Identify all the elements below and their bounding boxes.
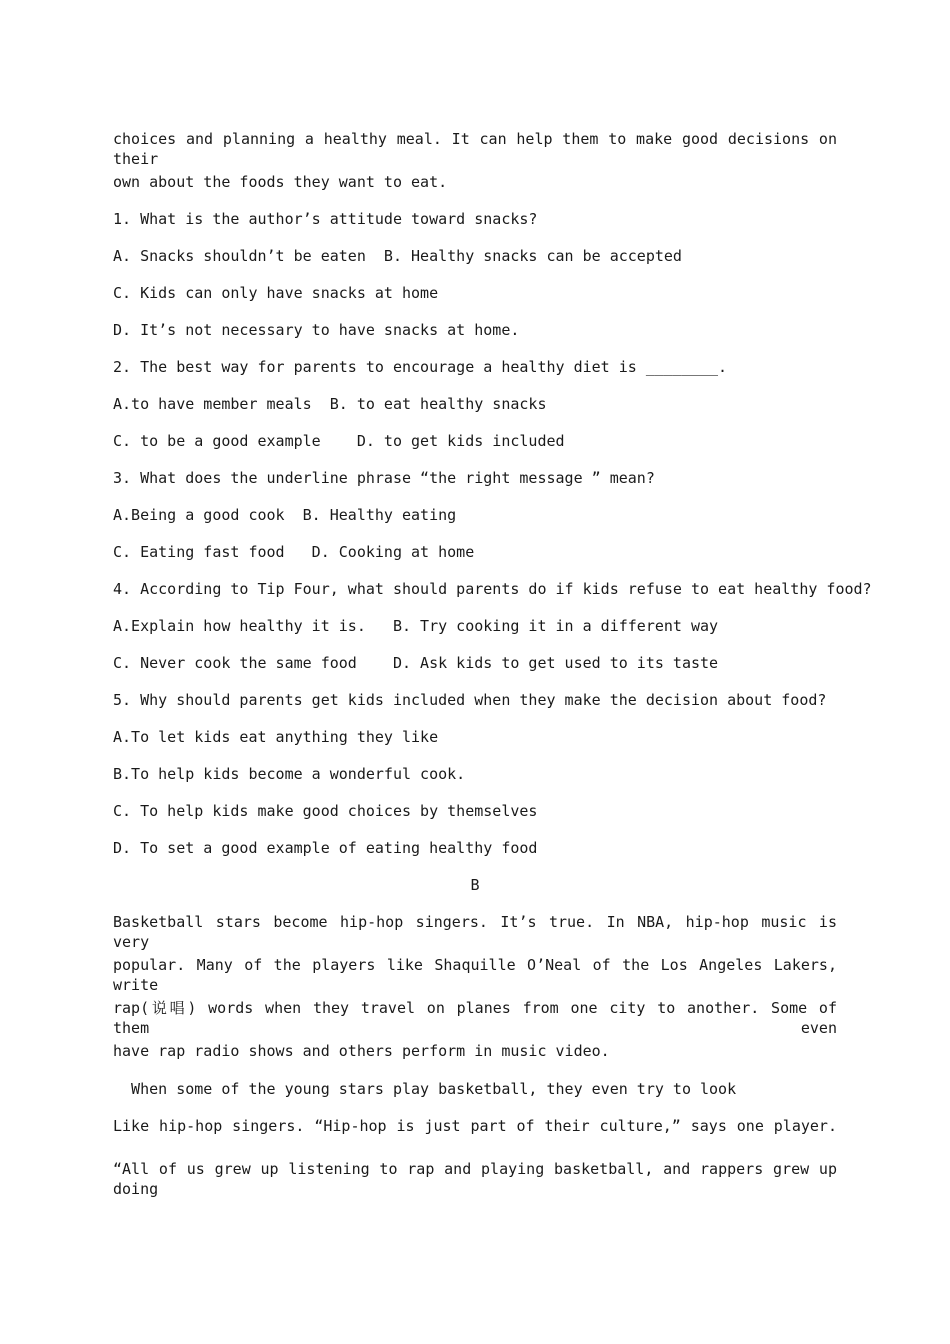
passage-line: popular. Many of the players like Shaquille O’Neal of the Los Angeles Lakers, write	[113, 956, 837, 994]
passage-line: have rap radio shows and others perform in music video.	[113, 1042, 610, 1060]
question-2-option-line: C. to be a good example D. to get kids included	[113, 432, 565, 450]
question-5-option-line: D. To set a good example of eating healthy food	[113, 839, 538, 857]
intro-line-2: own about the foods they want to eat.	[113, 173, 448, 191]
intro-line-1: choices and planning a healthy meal. It can help them to make good decisions on their	[113, 130, 837, 168]
question-2-stem: 2. The best way for parents to encourage a healthy diet is ________.	[113, 358, 728, 376]
passage-line: When some of the young stars play basketball, they even try to look	[113, 1080, 737, 1098]
passage-line: “All of us grew up listening to rap and playing basketball, and rappers grew up doing	[113, 1160, 837, 1198]
question-4-option-line: A.Explain how healthy it is. B. Try cooking it in a different way	[113, 617, 719, 635]
question-5-stem: 5. Why should parents get kids included when they make the decision about food?	[113, 691, 827, 709]
passage-line: Basketball stars become hip-hop singers. It’s true. In NBA, hip-hop music is very	[113, 913, 837, 951]
question-3-stem: 3. What does the underline phrase “the right message ” mean?	[113, 469, 655, 487]
question-5-option-line: B.To help kids become a wonderful cook.	[113, 765, 466, 783]
question-1-option-line: A. Snacks shouldn’t be eaten B. Healthy snacks can be accepted	[113, 247, 682, 265]
question-4-option-line: C. Never cook the same food D. Ask kids to get used to its taste	[113, 654, 719, 672]
section-heading: B	[470, 876, 480, 894]
question-1-stem: 1. What is the author’s attitude toward snacks?	[113, 210, 538, 228]
passage-line: Like hip-hop singers. “Hip-hop is just part of their culture,” says one player.	[113, 1117, 837, 1135]
question-1-option-line: C. Kids can only have snacks at home	[113, 284, 439, 302]
question-2-option-line: A.to have member meals B. to eat healthy snacks	[113, 395, 547, 413]
question-3-option-line: C. Eating fast food D. Cooking at home	[113, 543, 475, 561]
question-4-stem: 4. According to Tip Four, what should parents do if kids refuse to eat healthy food?	[113, 580, 872, 598]
question-3-option-line: A.Being a good cook B. Healthy eating	[113, 506, 457, 524]
question-5-option-line: C. To help kids make good choices by themselves	[113, 802, 538, 820]
passage-line: rap(说唱) words when they travel on planes from one city to another. Some of them even	[113, 999, 837, 1037]
question-1-option-line: D. It’s not necessary to have snacks at home.	[113, 321, 520, 339]
question-5-option-line: A.To let kids eat anything they like	[113, 728, 439, 746]
